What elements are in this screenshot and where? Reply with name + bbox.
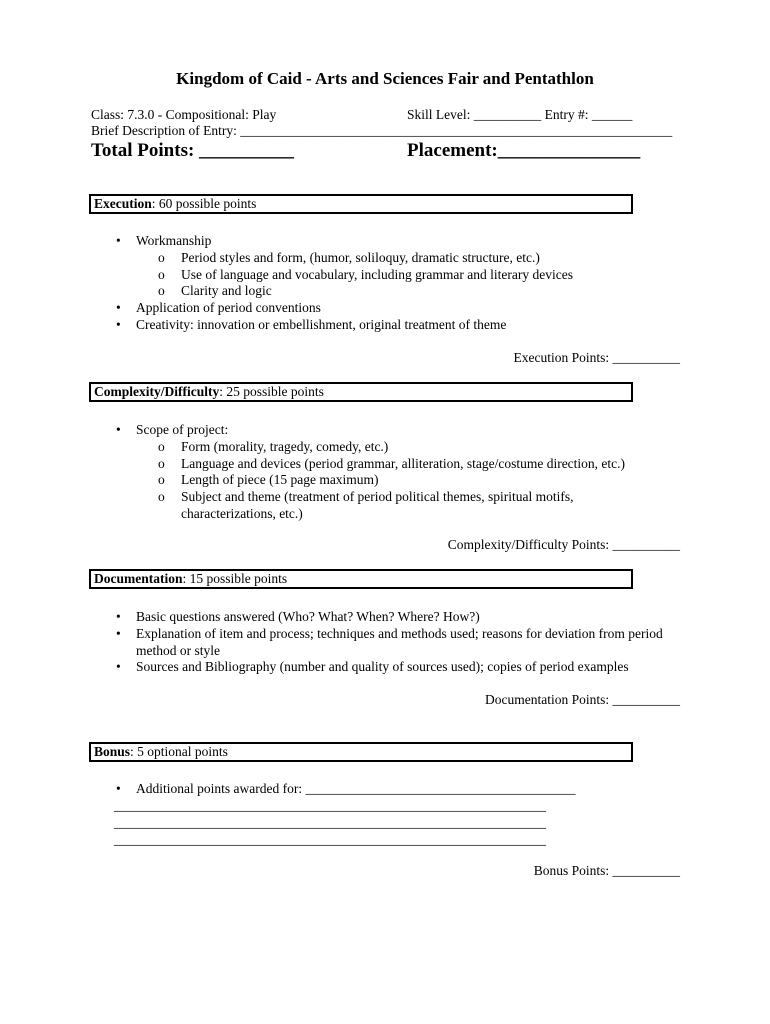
- sub-criterion-text: Subject and theme (treatment of period political themes, spiritual motifs, characterizations, etc.): [181, 489, 574, 521]
- sub-criterion-text: Length of piece (15 page maximum): [181, 472, 379, 488]
- list-item: [158, 283, 573, 300]
- bullet-icon: •: [116, 781, 121, 796]
- list-item: [158, 472, 656, 489]
- sub-bullet-icon: o: [158, 266, 165, 282]
- bonus-heading: Bonus: [94, 744, 131, 759]
- bonus-heading-rest: : 5 optional points: [130, 744, 228, 759]
- criterion-text: Workmanship: [136, 233, 212, 248]
- sub-bullet-icon: o: [158, 438, 165, 454]
- sub-bullet-icon: o: [158, 455, 165, 471]
- bullet-icon: •: [116, 422, 121, 437]
- document-title: Kingdom of Caid - Arts and Sciences Fair and Pentathlon: [176, 69, 594, 88]
- list-item: [158, 438, 656, 456]
- sub-criterion-text: Period styles and form, (humor, soliloquy, dramatic structure, etc.): [181, 249, 540, 265]
- documentation-criteria-list: [116, 609, 681, 676]
- sub-criterion-text: Clarity and logic: [181, 283, 272, 299]
- documentation-heading-rest: : 15 possible points: [182, 571, 288, 586]
- placement: Placement:_______________: [407, 140, 641, 161]
- sub-bullet-icon: o: [158, 283, 165, 299]
- execution-criteria-list: [116, 233, 573, 334]
- bonus-section-header: [89, 742, 633, 762]
- execution-heading-rest: : 60 possible points: [151, 196, 257, 211]
- bullet-icon: •: [116, 625, 121, 641]
- documentation-section-header: [89, 569, 633, 589]
- criterion-text: Application of period conventions: [136, 300, 321, 316]
- complexity-section-header: [89, 382, 633, 402]
- criterion-text: Explanation of item and process; techniques and methods used; reasons for deviation from period method or style: [136, 625, 663, 658]
- complexity-heading-rest: : 25 possible points: [219, 384, 324, 399]
- sub-criterion-text: Use of language and vocabulary, including grammar and literary devices: [181, 266, 573, 282]
- documentation-heading: Documentation: [94, 571, 183, 586]
- bullet-icon: •: [116, 609, 121, 624]
- list-item: [116, 781, 576, 798]
- list-item: [116, 625, 681, 660]
- list-item: [116, 422, 656, 523]
- blank-line: ________________________________________________________________: [114, 832, 546, 847]
- blank-line: ________________________________________________________________: [114, 798, 546, 813]
- sub-bullet-icon: o: [158, 489, 165, 505]
- complexity-heading: Complexity/Difficulty: [94, 384, 220, 399]
- list-item: [116, 316, 573, 334]
- list-item: [158, 266, 573, 284]
- execution-points-line: Execution Points: __________: [513, 350, 680, 365]
- sub-criterion-text: Language and devices (period grammar, alliteration, stage/costume direction, etc.): [181, 455, 626, 471]
- criterion-text: Scope of project:: [136, 422, 229, 437]
- complexity-criteria-list: [116, 422, 656, 523]
- sub-bullet-icon: o: [158, 249, 165, 265]
- criterion-text: Creativity: innovation or embellishment, original treatment of theme: [136, 316, 507, 332]
- blank-line: ________________________________________________________________: [114, 815, 546, 830]
- sub-criteria-list: [136, 250, 573, 300]
- sub-bullet-icon: o: [158, 472, 165, 488]
- criterion-text: Basic questions answered (Who? What? When? Where? How?): [136, 609, 480, 624]
- brief-description-line: Brief Description of Entry: ________________________________________________________________: [91, 123, 673, 138]
- total-points: Total Points: __________: [91, 140, 295, 161]
- skill-entry-line: Skill Level: __________ Entry #: ______: [407, 107, 633, 122]
- sub-criterion-text: Form (morality, tragedy, comedy, etc.): [181, 438, 389, 454]
- class-line: Class: 7.3.0 - Compositional: Play: [91, 107, 277, 122]
- bullet-icon: •: [116, 233, 121, 248]
- sub-criteria-list: [136, 439, 656, 523]
- bonus-list: [116, 781, 576, 798]
- list-item: [158, 249, 573, 267]
- list-item: [116, 300, 573, 317]
- bonus-item-text: Additional points awarded for: ________________________________________: [136, 781, 576, 796]
- criterion-text: Sources and Bibliography (number and quality of sources used); copies of period examples: [136, 659, 629, 675]
- bullet-icon: •: [116, 316, 121, 332]
- list-item: [158, 455, 656, 473]
- bonus-points-line: Bonus Points: __________: [533, 863, 680, 878]
- documentation-points-line: Documentation Points: __________: [485, 692, 680, 707]
- list-item: [116, 233, 573, 300]
- execution-section-header: [89, 194, 633, 214]
- list-item: [116, 609, 681, 626]
- list-item: [116, 659, 681, 676]
- complexity-points-line: Complexity/Difficulty Points: __________: [447, 537, 680, 552]
- list-item: [158, 489, 601, 523]
- bullet-icon: •: [116, 300, 121, 316]
- bullet-icon: •: [116, 659, 121, 675]
- execution-heading: Execution: [94, 196, 152, 211]
